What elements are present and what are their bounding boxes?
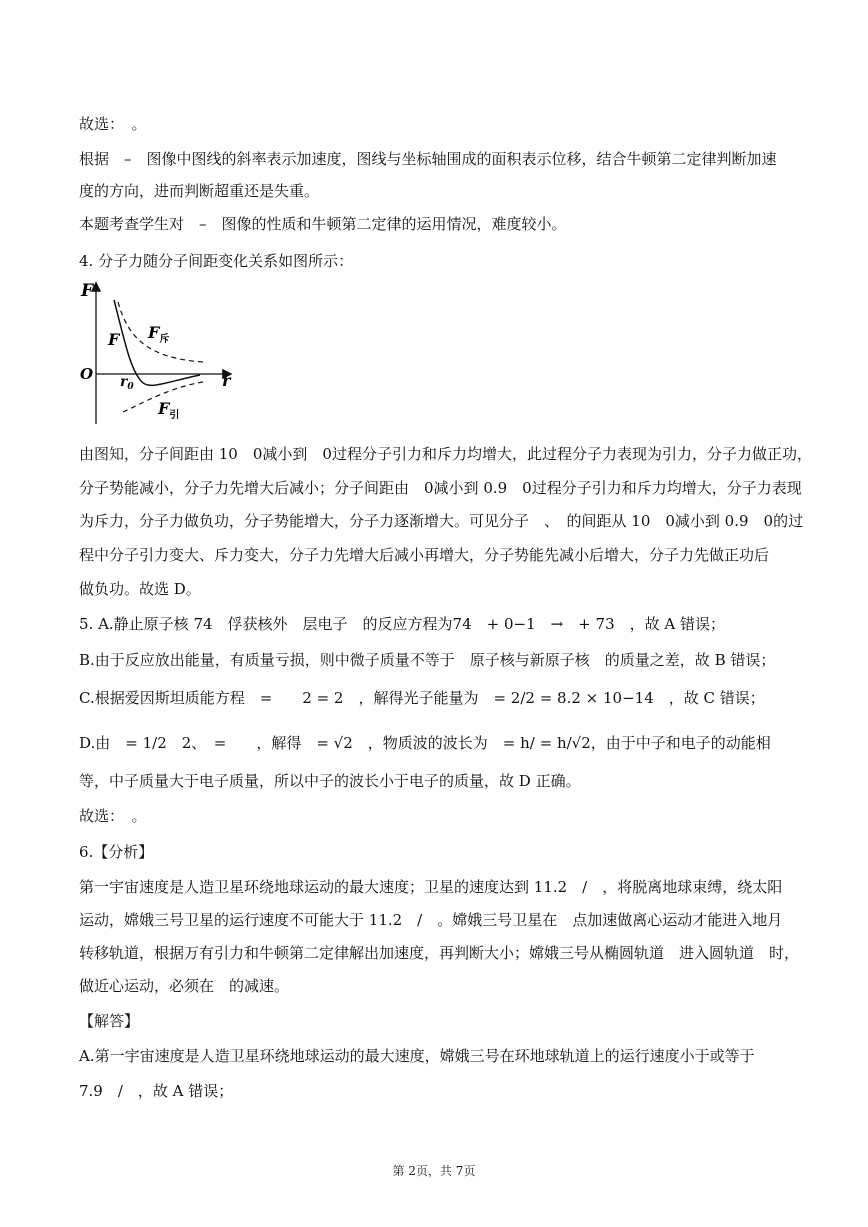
axis-x-label: r bbox=[222, 371, 231, 390]
text-line: 等，中子质量大于电子质量，所以中子的波长小于电子的质量，故 D 正确。 bbox=[79, 772, 581, 790]
origin-label: O bbox=[80, 365, 94, 383]
text-line: 故选： 。 bbox=[79, 115, 147, 133]
text-line: 故选： 。 bbox=[79, 807, 147, 825]
text-line: 转移轨道，根据万有引力和牛顿第二定律解出加速度，再判断大小；嫦娥三号从椭圆轨道 进入圆轨道 时， bbox=[79, 944, 800, 962]
curve-f-label: F bbox=[108, 330, 120, 349]
attractive-force-label: $F_引$ bbox=[158, 399, 180, 421]
repulsive-force-label: $F_斥$ bbox=[148, 323, 170, 345]
text-line: 做负功。故选 D。 bbox=[79, 580, 201, 598]
text-line: 做近心运动，必须在 的减速。 bbox=[79, 977, 290, 995]
text-line: 度的方向，进而判断超重还是失重。 bbox=[79, 182, 320, 200]
text-line: 程中分子引力变大、斥力变大，分子力先增大后减小再增大，分子势能先减小后增大，分子力先做正功后 bbox=[79, 546, 770, 564]
text-line: 分子势能减小，分子力先增大后减小；分子间距由 0减小到 0.9 0过程分子引力和斥力均增大，分子力表现 bbox=[79, 479, 802, 497]
repulsive-force-curve bbox=[118, 302, 203, 362]
text-line: D.由 = 1/2 2、 = ，解得 = √2 ，物质波的波长为 = h/ = h/√2，由于中子和电子的动能相 bbox=[79, 734, 771, 752]
text-line: 第一宇宙速度是人造卫星环绕地球运动的最大速度；卫星的速度达到 11.2 / ，将脱离地球束缚，绕太阳 bbox=[79, 878, 783, 896]
section-heading: 【解答】 bbox=[79, 1012, 140, 1030]
text-line: 由图知，分子间距由 10 0减小到 0过程分子引力和斥力均增大，此过程分子力表现为引力，分子力做正功， bbox=[79, 445, 812, 463]
r0-label: $r_0$ bbox=[120, 374, 134, 392]
text-line: 运动，嫦娥三号卫星的运行速度不可能大于 11.2 / 。嫦娥三号卫星在 点加速做离心运动才能进入地月 bbox=[79, 911, 783, 929]
text-line: 5. A.静止原子核 74 俘获核外 层电子 的反应方程为74 + 0−1 → + 73 ，故 A 错误； bbox=[79, 615, 725, 633]
text-line: A.第一宇宙速度是人造卫星环绕地球运动的最大速度，嫦娥三号在环地球轨道上的运行速度小于或等于 bbox=[79, 1047, 755, 1065]
page-footer: 第 2页，共 7页 bbox=[392, 1164, 476, 1178]
question-4-heading: 4. 分子力随分子间距变化关系如图所示： bbox=[79, 252, 354, 270]
axis-y-label: F bbox=[81, 281, 94, 301]
text-line: 7.9 / ，故 A 错误； bbox=[79, 1082, 234, 1100]
resultant-force-curve bbox=[114, 300, 200, 385]
text-line: 本题考查学生对 – 图像的性质和牛顿第二定律的运用情况，难度较小。 bbox=[79, 215, 567, 233]
text-line: 为斥力，分子力做负功，分子势能增大，分子力逐渐增大。可见分子 、 的间距从 10 0减小到 0.9 0的过 bbox=[79, 512, 804, 530]
text-line: 根据 – 图像中图线的斜率表示加速度，图线与坐标轴围成的面积表示位移，结合牛顿第二定律判断加速 bbox=[79, 150, 777, 168]
text-line: C.根据爱因斯坦质能方程 = 2 = 2 ，解得光子能量为 = 2/2 = 8.2 × 10−14 ，故 C 错误； bbox=[79, 689, 765, 707]
text-line: B.由于反应放出能量，有质量亏损，则中微子质量不等于 原子核与新原子核 的质量之差，故 B 错误； bbox=[79, 651, 776, 669]
force-distance-figure bbox=[78, 278, 238, 428]
question-6-heading: 6.【分析】 bbox=[79, 843, 154, 861]
